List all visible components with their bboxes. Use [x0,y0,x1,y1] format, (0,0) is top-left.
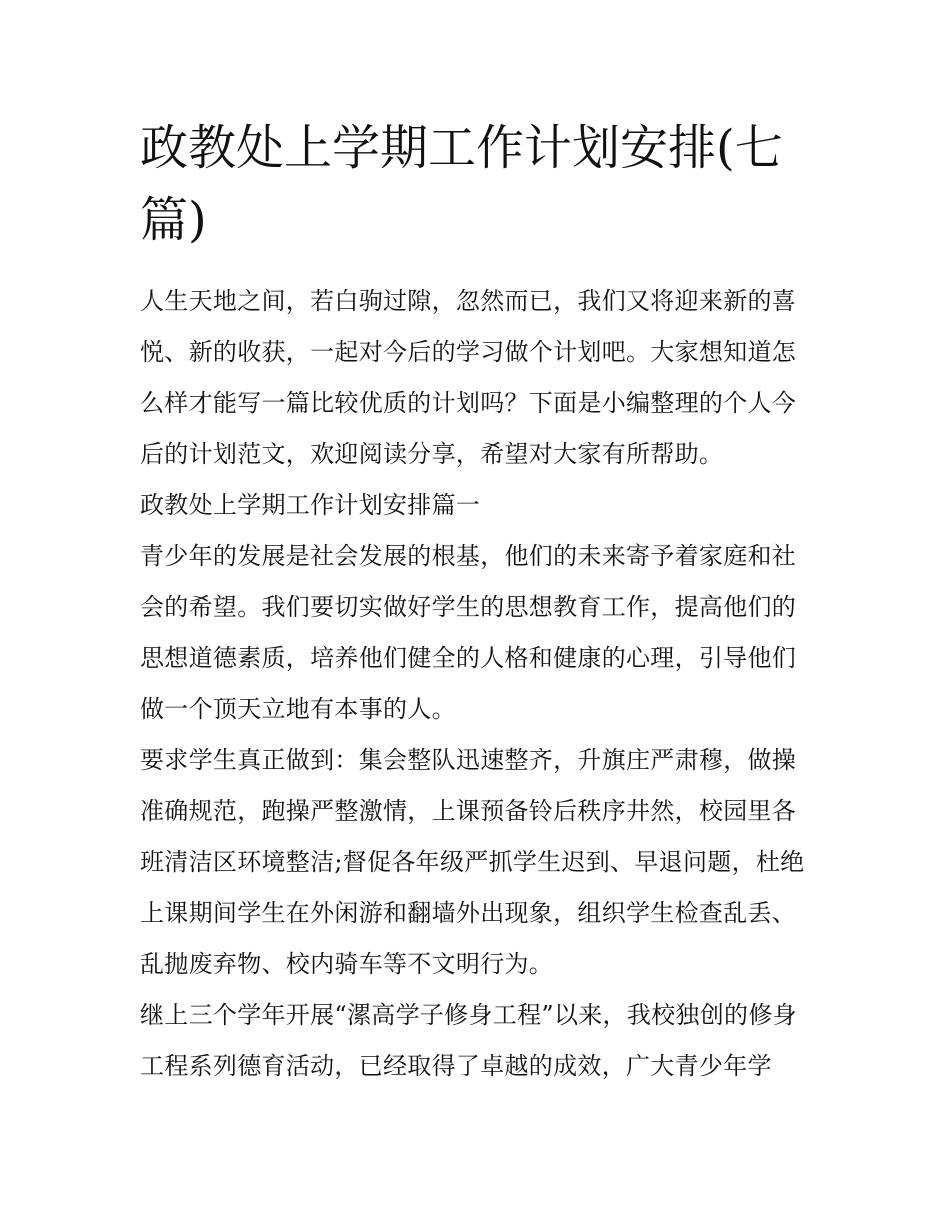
section-heading: 政教处上学期工作计划安排篇一 [140,491,481,519]
body-paragraph: 继上三个学年开展“漯高学子修身工程”以来，我校独创的修身工程系列德育活动，已经取得了卓越的成效，广大青少年学 [140,1001,797,1080]
document-body [140,276,816,1092]
body-paragraph: 青少年的发展是社会发展的根基，他们的未来寄予着家庭和社会的希望。我们要切实做好学生的思想教育工作，提高他们的思想道德素质，培养他们健全的人格和健康的心理，引导他们做一个顶天立地有本事的人。 [140,542,797,723]
body-paragraph: 要求学生真正做到：集会整队迅速整齐，升旗庄严肃穆，做操准确规范，跑操严整激情，上课预备铃后秩序井然，校园里各班清洁区环境整洁;督促各年级严抓学生迟到、早退问题，杜绝上课期间学生在外闲游和翻墙外出现象，组织学生检查乱丢、乱抛废弃物、校内骑车等不文明行为。 [140,746,805,978]
document-title: 政教处上学期工作计划安排(七篇) [140,120,783,248]
intro-paragraph: 人生天地之间，若白驹过隙，忽然而已，我们又将迎来新的喜悦、新的收获，一起对今后的学习做个计划吧。大家想知道怎么样才能写一篇比较优质的计划吗？下面是小编整理的个人今后的计划范文，欢迎阅读分享，希望对大家有所帮助。 [140,287,797,468]
